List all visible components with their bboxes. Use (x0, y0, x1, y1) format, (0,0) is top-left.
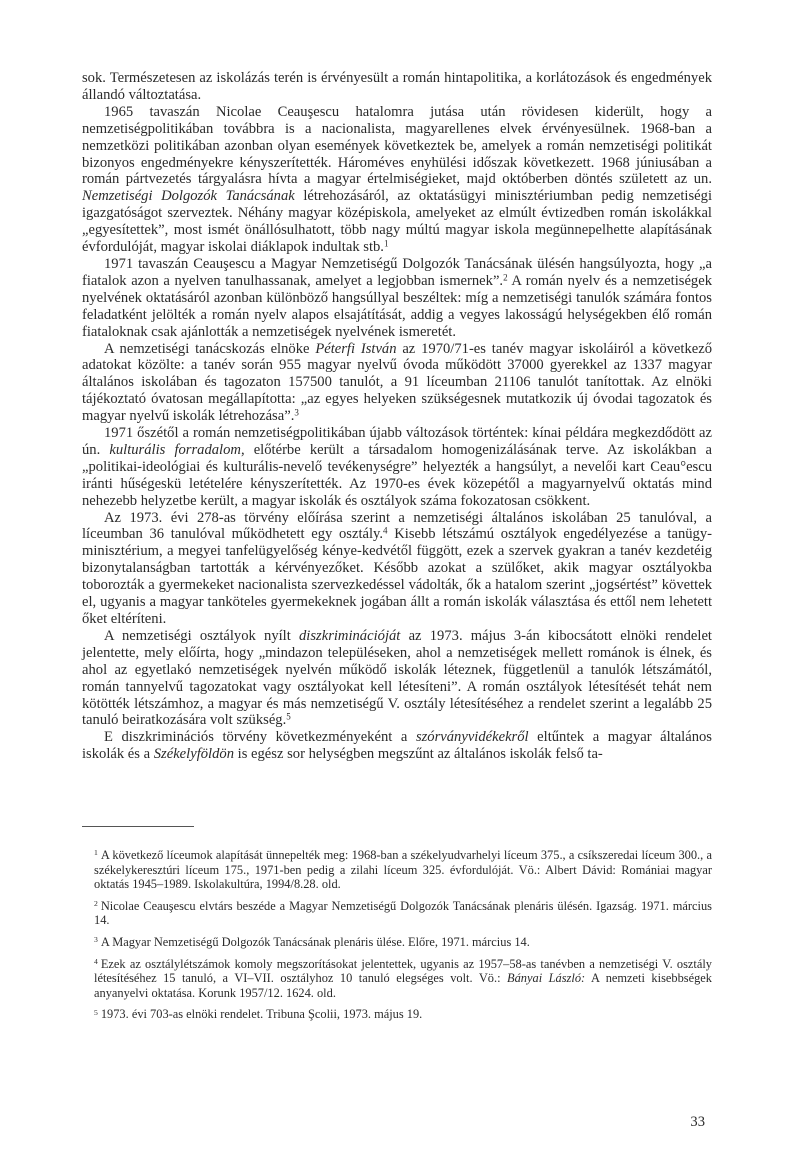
paragraph-text: az 1973. május 3-án kibocsátott elnöki rendelet jelentette, mely előírta, hogy „mindazon településeken, ahol a nemzetiségek mellett románok is élnek, és ahol az egyetlakó nemzetiségek nyelvén működő iskolák léteznek, függetlenül a tanulók létszámától, román tannyelvű tagozatokat vagy osztályokat kell létesíteni”. A román osztályok létesítését tehát nem kötötték létszámhoz, a magyar és más nemzetiségű V. osztály létesítéséhez a rendelet szerint a legalább 25 tanuló beiratkozására volt szükség. (82, 627, 712, 729)
paragraph-text: Az 1973. évi 278-as törvény előírása szerint a nemzetiségi általános iskolában 25 tanulóval, a líceumban 36 tanulóval működhetett egy osztály. (82, 509, 712, 543)
footnote-ref: 5 (286, 711, 291, 722)
footnote-number: 4 (94, 956, 98, 966)
footnote-text: A nemzeti kisebbségek anyanyelvi oktatása. Korunk 1957/12. 1624. old. (94, 971, 712, 1000)
body-text (82, 70, 712, 763)
paragraph-2 (82, 104, 712, 256)
footnote-text: 1973. évi 703-as elnöki rendelet. Tribuna Şcolii, 1973. május 19. (100, 1007, 423, 1022)
paragraph-text: Kisebb létszámú osztályok engedélyezése a tanügy-minisztérium, a megyei tanfelügyelőség kénye-kedvétől függött, ezek a szervek gyakran a tanév kezdetéig bizonytalanságban tartották a kérvényezőket. Később azokat a szülőket, akik magyar osztályokba toborozták a gyermekeket nacionalista szervezkedéssel vádolták, ők a hatalom szerint „jogsértést” követtek el, ugyanis a magyar tanköteles gyermekeknek jogában állt a román iskolák választása és ettől nem lehetett őket eltéríteni. (82, 526, 712, 627)
paragraph-text: az 1970/71-es tanév magyar iskoláiról a következő adatokat közölte: a tanév során 955 magyar nyelvű óvoda működött 37000 gyerekkel az 1337 magyar általános iskolában és tagozaton 157500 tanulót, a 91 líceumban 21106 tanulót tanítottak. Az elnöki tájékoztató óvatosan megállapította: „az egyes helyeken szükségesnek mutatkozik új óvodai tagozatok és magyar nyelvű iskolák létrehozása”. (82, 340, 712, 425)
emphasis-text: kulturális forradalom (109, 441, 241, 458)
page-number: 33 (690, 1114, 705, 1130)
paragraph-text: eltűntek a magyar általános iskolák és a (82, 729, 712, 763)
footnote-4 (82, 957, 712, 1001)
paragraph-text: A nemzetiségi tanácskozás elnöke (104, 340, 316, 357)
paragraph-text: 1971 őszétől a román nemzetiségpolitikában újabb változások történtek: kínai példára megkezdődött az ún. (82, 425, 712, 458)
emphasis-text: diszkriminációját (299, 627, 401, 644)
paragraph-text: sok. Természetesen az iskolázás terén is érvényesült a román hintapolitika, a korlátozások és engedmények állandó változtatása. (82, 70, 712, 103)
paragraph-text: E diszkriminációs törvény következményeként a (104, 729, 416, 746)
paragraph-text: A nemzetiségi osztályok nyílt (104, 627, 299, 644)
paragraph-5 (82, 425, 712, 510)
footnote-3 (82, 935, 712, 950)
paragraph-text: , előtérbe került a társadalom homogenizálásának terve. Az iskolákban a „politikai-ideológiai és kulturális-nevelő tevékenységre” helyezték a hangsúlyt, a nevelői kart Ceau°escu iránti hűségeskü letételére kényszerítették. Az 1970-es évek közepétől a magyarnyelvű oktatás mind nehezebb helyzetbe került, a magyar iskolák és osztályok száma fokozatosan csökkent. (82, 441, 713, 509)
footnote-text: A Magyar Nemzetiségű Dolgozók Tanácsának plenáris ülése. Előre, 1971. március 14. (100, 934, 530, 949)
paragraph-text: létrehozásáról, az oktatásügyi minisztériumban pedig nemzetiségi igazgatóságot szerveztek. Néhány magyar középiskola, amelyeket az elmúlt évtizedben román iskolákkal „egyesítettek”, most ismét önállósulhatott, több nagy múltú magyar iskola megünnepelhette alapításának évfordulóját, magyar iskolai diáklapok indultak stb. (82, 188, 712, 256)
emphasis-text: Nemzetiségi Dolgozók Tanácsának (82, 188, 295, 205)
footnote-number: 1 (94, 848, 98, 858)
footnote-ref: 4 (383, 525, 388, 536)
paragraph-text: is egész sor helységben megszűnt az általános iskolák felső ta- (234, 746, 603, 763)
emphasis-text: Bányai László: (507, 971, 586, 986)
paragraph-3 (82, 256, 712, 341)
footnote-number: 5 (94, 1007, 98, 1017)
footnote-ref: 3 (294, 407, 299, 418)
footnote-text: A következő líceumok alapítását ünnepelték meg: 1968-ban a székelyudvarhelyi líceum 375., a csíkszeredai líceum 300., a székelykeresztúri líceum 175., 1971-ben pedig a zilahi líceum 325. évfordulóját. Vö.: Albert Dávid: Romániai magyar oktatás 1945–1989. Iskolakultúra, 1994/8.28. old. (94, 848, 712, 892)
footnote-ref: 1 (383, 238, 389, 249)
paragraph-7 (82, 628, 712, 729)
paragraph-text: 1971 tavaszán Ceauşescu a Magyar Nemzetiségű Dolgozók Tanácsának ülésén hangsúlyozta, hogy „a fiatalok azon a nyelven tanulhassanak, amelyet a legjobban ismernek”. (82, 255, 712, 289)
footnote-2 (82, 899, 712, 928)
paragraph-6 (82, 510, 712, 628)
emphasis-text: szórványvidékekről (415, 729, 529, 746)
footnote-text: Ezek az osztálylétszámok komoly megszorításokat jelentettek, ugyanis az 1957–58-as tanévben a nemzetiségi V. osztály létesítéséhez 15 tanuló, a VI–VII. osztályhoz 10 tanuló elegséges volt. Vö.: (94, 956, 712, 986)
footnote-number: 2 (94, 898, 98, 908)
footnote-ref: 2 (503, 272, 508, 283)
paragraph-4 (82, 341, 712, 426)
footnote-divider (82, 826, 194, 827)
paragraph-1 (82, 70, 712, 104)
footnotes (82, 848, 712, 1029)
paragraph-text: A román nyelv és a nemzetiségek nyelvének oktatásáról azonban különböző hangsúllyal beszéltek: míg a nemzetiségi tanulók számára fontos feladatként jelölték a román nyelv alapos elsajátítását, addig a vegyes lakosságú helységekben élő román fiataloknak csak ajánlották a nemzetiségek nyelvének ismeretét. (82, 272, 712, 340)
footnote-1 (82, 848, 712, 892)
footnote-number: 3 (94, 935, 98, 945)
paragraph-8 (82, 729, 712, 763)
footnote-5 (82, 1007, 712, 1022)
emphasis-text: Székelyföldön (153, 746, 234, 763)
emphasis-text: Péterfi István (315, 340, 397, 357)
footnote-text: Nicolae Ceauşescu elvtárs beszéde a Magyar Nemzetiségű Dolgozók Tanácsának plenáris ülésén. Igazság. 1971. március 14. (94, 898, 712, 928)
paragraph-text: 1965 tavaszán Nicolae Ceauşescu hatalomra jutása után rövidesen kiderült, hogy a nemzetiségpolitikában továbbra is a nacionalista, magyarellenes elvek érvényesülnek. 1968-ban a nemzetközi politikában azonban olyan események következtek be, amelyek a román nemzetiségi politikát bizonyos engedményekre kényszerítették. Hároméves enyhülési időszak következett. 1968 júniusában a román pártvezetés tárgyalásra hívta a magyar értelmiségieket, majd októberben döntés született az un. (82, 103, 712, 188)
